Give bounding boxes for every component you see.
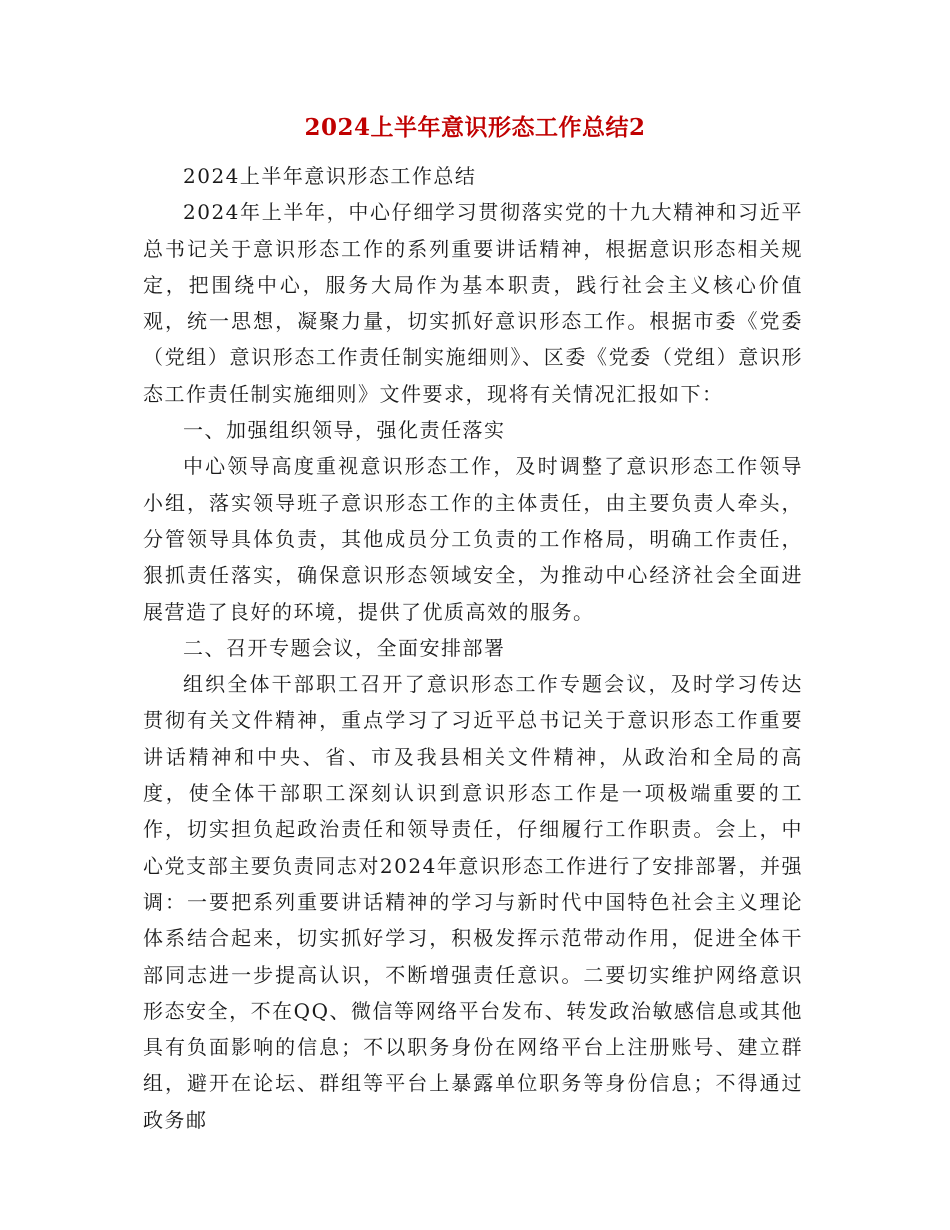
paragraph-subtitle: 2024上半年意识形态工作总结 bbox=[183, 164, 477, 188]
section-heading-2: 二、召开专题会议，全面安排部署 bbox=[183, 635, 506, 660]
section-heading-1: 一、加强组织领导，强化责任落实 bbox=[183, 418, 506, 443]
paragraph-section-1: 中心领导高度重视意识形态工作，及时调整了意识形态工作领导小组，落实领导班子意识形态工作的主体责任，由主要负责人牵头，分管领导具体负责，其他成员分工负责的工作格局，明确工作责任，狠抓责任落实，确保意识形态领域安全，为推动中心经济社会全面进展营造了良好的环境，提供了优质高效的服务。 bbox=[143, 454, 803, 624]
paragraph-intro: 2024年上半年，中心仔细学习贯彻落实党的十九大精神和习近平总书记关于意识形态工作的系列重要讲话精神，根据意识形态相关规定，把围绕中心，服务大局作为基本职责，践行社会主义核心价值观，统一思想，凝聚力量，切实抓好意识形态工作。根据市委《党委（党组）意识形态工作责任制实施细则》、区委《党委（党组）意识形态工作责任制实施细则》文件要求，现将有关情况汇报如下： bbox=[143, 200, 803, 406]
paragraph-section-2: 组织全体干部职工召开了意识形态工作专题会议，及时学习传达贯彻有关文件精神，重点学习了习近平总书记关于意识形态工作重要讲话精神和中央、省、市及我县相关文件精神，从政治和全局的高度，使全体干部职工深刻认识到意识形态工作是一项极端重要的工作，切实担负起政治责任和领导责任，仔细履行工作职责。会上，中心党支部主要负责同志对2024年意识形态工作进行了安排部署，并强调：一要把系列重要讲话精神的学习与新时代中国特色社会主义理论体系结合起来，切实抓好学习，积极发挥示范带动作用，促进全体干部同志进一步提高认识，不断增强责任意识。二要切实维护网络意识形态安全，不在QQ、微信等网络平台发布、转发政治敏感信息或其他具有负面影响的信息；不以职务身份在网络平台上注册账号、建立群组，避开在论坛、群组等平台上暴露单位职务等身份信息；不得通过政务邮 bbox=[143, 672, 803, 1132]
document-title: 2024上半年意识形态工作总结2 bbox=[304, 114, 646, 141]
document-body bbox=[143, 158, 803, 1138]
